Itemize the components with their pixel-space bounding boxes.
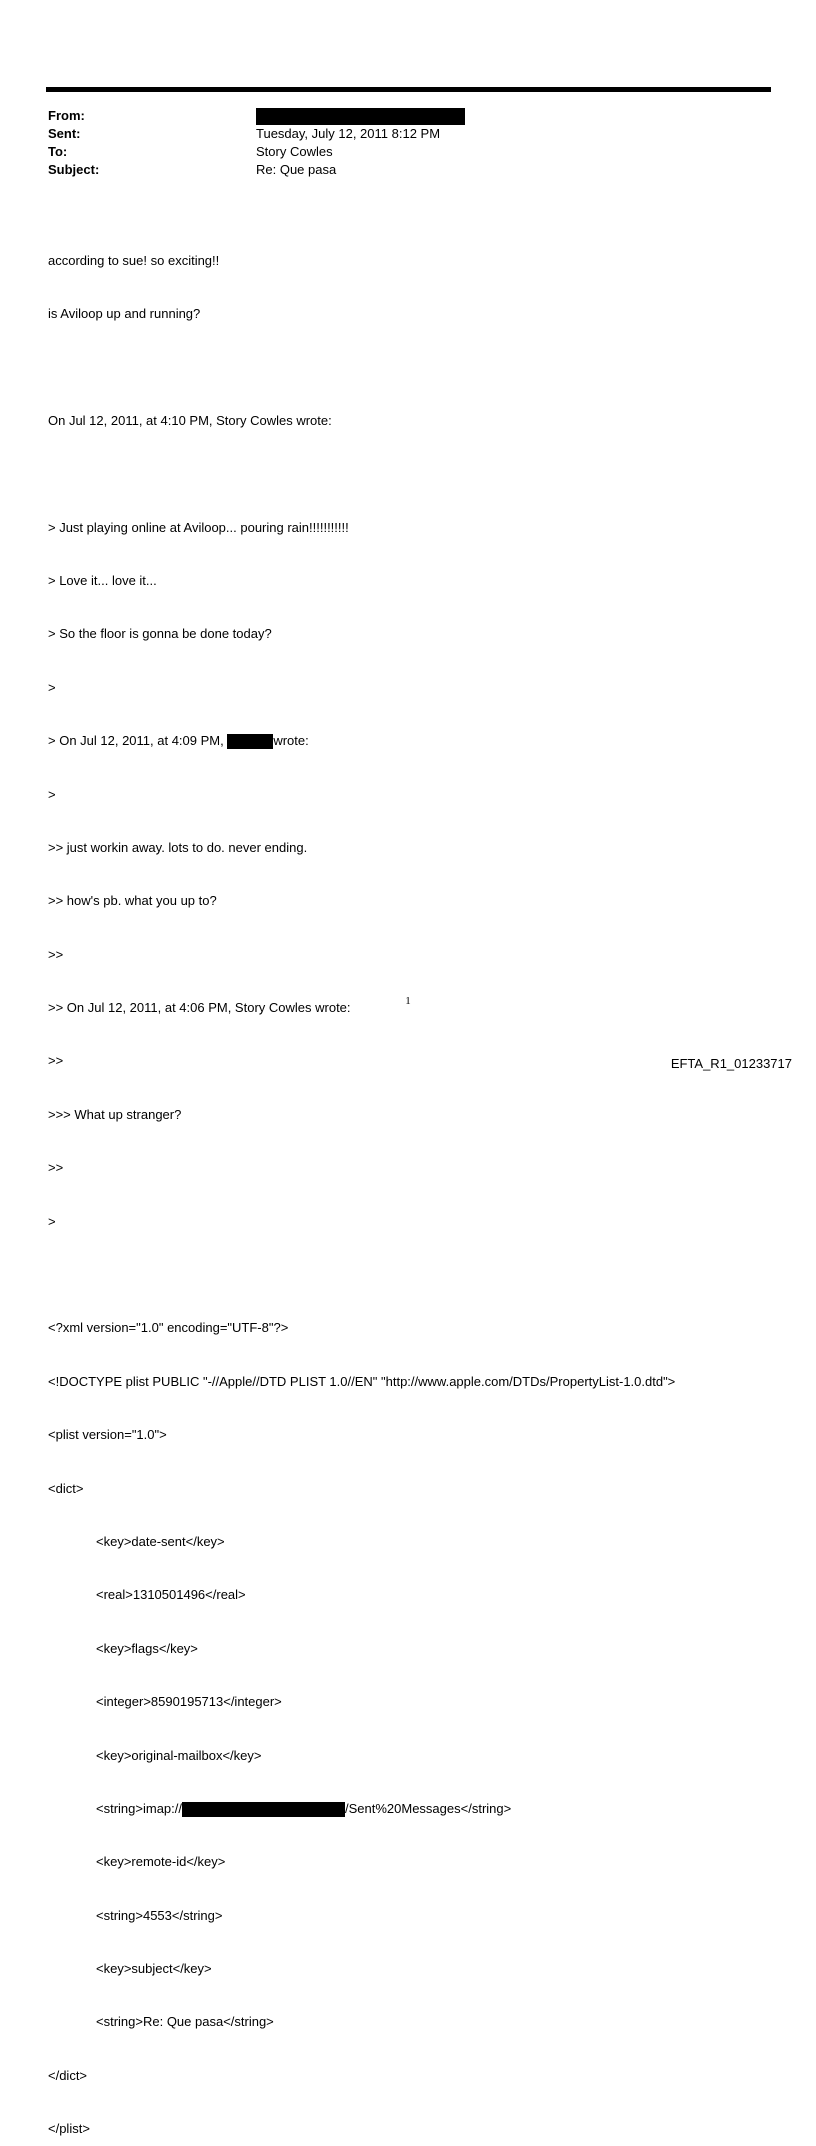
redaction-bar: [256, 108, 465, 125]
page-number: 1: [405, 995, 411, 1007]
xml-text: /Sent%20Messages</string>: [345, 1800, 512, 1816]
xml-line: <?xml version="1.0" encoding="UTF-8"?>: [48, 1320, 289, 1336]
quote-line: >>: [48, 1053, 64, 1069]
quote-line: >> how's pb. what you up to?: [48, 893, 217, 909]
quote-line: >>: [48, 1160, 64, 1176]
xml-line: <key>flags</key>: [96, 1640, 198, 1656]
xml-line: <integer>8590195713</integer>: [96, 1694, 282, 1710]
xml-line: <plist version="1.0">: [48, 1427, 167, 1443]
quote-line: >> just workin away. lots to do. never ending.: [48, 839, 308, 855]
body-line: is Aviloop up and running?: [48, 305, 201, 321]
to-label: To:: [48, 144, 68, 159]
xml-line: <key>original-mailbox</key>: [96, 1747, 262, 1763]
sent-label: Sent:: [48, 126, 81, 141]
xml-line: <key>subject</key>: [96, 1961, 212, 1977]
body-line: On Jul 12, 2011, at 4:10 PM, Story Cowles wrote:: [48, 412, 332, 428]
quote-text: > On Jul 12, 2011, at 4:09 PM,: [48, 733, 228, 749]
quote-text: wrote:: [273, 733, 309, 749]
subject-label: Subject:: [48, 162, 100, 177]
header-rule: [46, 87, 771, 92]
xml-line: <!DOCTYPE plist PUBLIC "-//Apple//DTD PLIST 1.0//EN" "http://www.apple.com/DTDs/PropertyList-1.0.dtd">: [48, 1373, 676, 1389]
quote-line: >>> What up stranger?: [48, 1106, 182, 1122]
redaction-bar: [182, 1802, 345, 1817]
quote-line: >: [48, 1213, 56, 1229]
xml-text: <string>imap://: [96, 1800, 182, 1816]
xml-line: </plist>: [48, 2121, 90, 2137]
from-value: [256, 107, 465, 125]
redaction-bar: [227, 734, 273, 749]
quote-line: > Just playing online at Aviloop... pouring rain!!!!!!!!!!!: [48, 519, 349, 535]
message-body: [48, 216, 675, 2146]
quote-line: > Love it... love it...: [48, 572, 157, 588]
subject-value: Re: Que pasa: [256, 162, 337, 177]
quote-line: >: [48, 679, 56, 695]
xml-line: <string>4553</string>: [96, 1907, 223, 1923]
quote-line: >> On Jul 12, 2011, at 4:06 PM, Story Cowles wrote:: [48, 1000, 351, 1016]
xml-line: <dict>: [48, 1480, 84, 1496]
xml-line: <real>1310501496</real>: [96, 1587, 246, 1603]
document-id: EFTA_R1_01233717: [670, 1056, 792, 1071]
from-label: From:: [48, 108, 85, 123]
blank-line: [48, 1266, 675, 1284]
body-line: according to sue! so exciting!!: [48, 252, 220, 268]
xml-line: <key>date-sent</key>: [96, 1533, 225, 1549]
quote-line: > So the floor is gonna be done today?: [48, 626, 272, 642]
xml-line: <key>remote-id</key>: [96, 1854, 226, 1870]
quote-line: [48, 732, 675, 750]
sent-value: Tuesday, July 12, 2011 8:12 PM: [256, 126, 441, 141]
xml-line: </dict>: [48, 2067, 88, 2083]
blank-line: [48, 358, 675, 376]
to-value: Story Cowles: [256, 144, 333, 159]
xml-line: <string>Re: Que pasa</string>: [96, 2014, 274, 2030]
xml-line: [48, 1800, 675, 1818]
quote-line: >>: [48, 946, 64, 962]
quote-line: >: [48, 786, 56, 802]
blank-line: [48, 465, 675, 483]
